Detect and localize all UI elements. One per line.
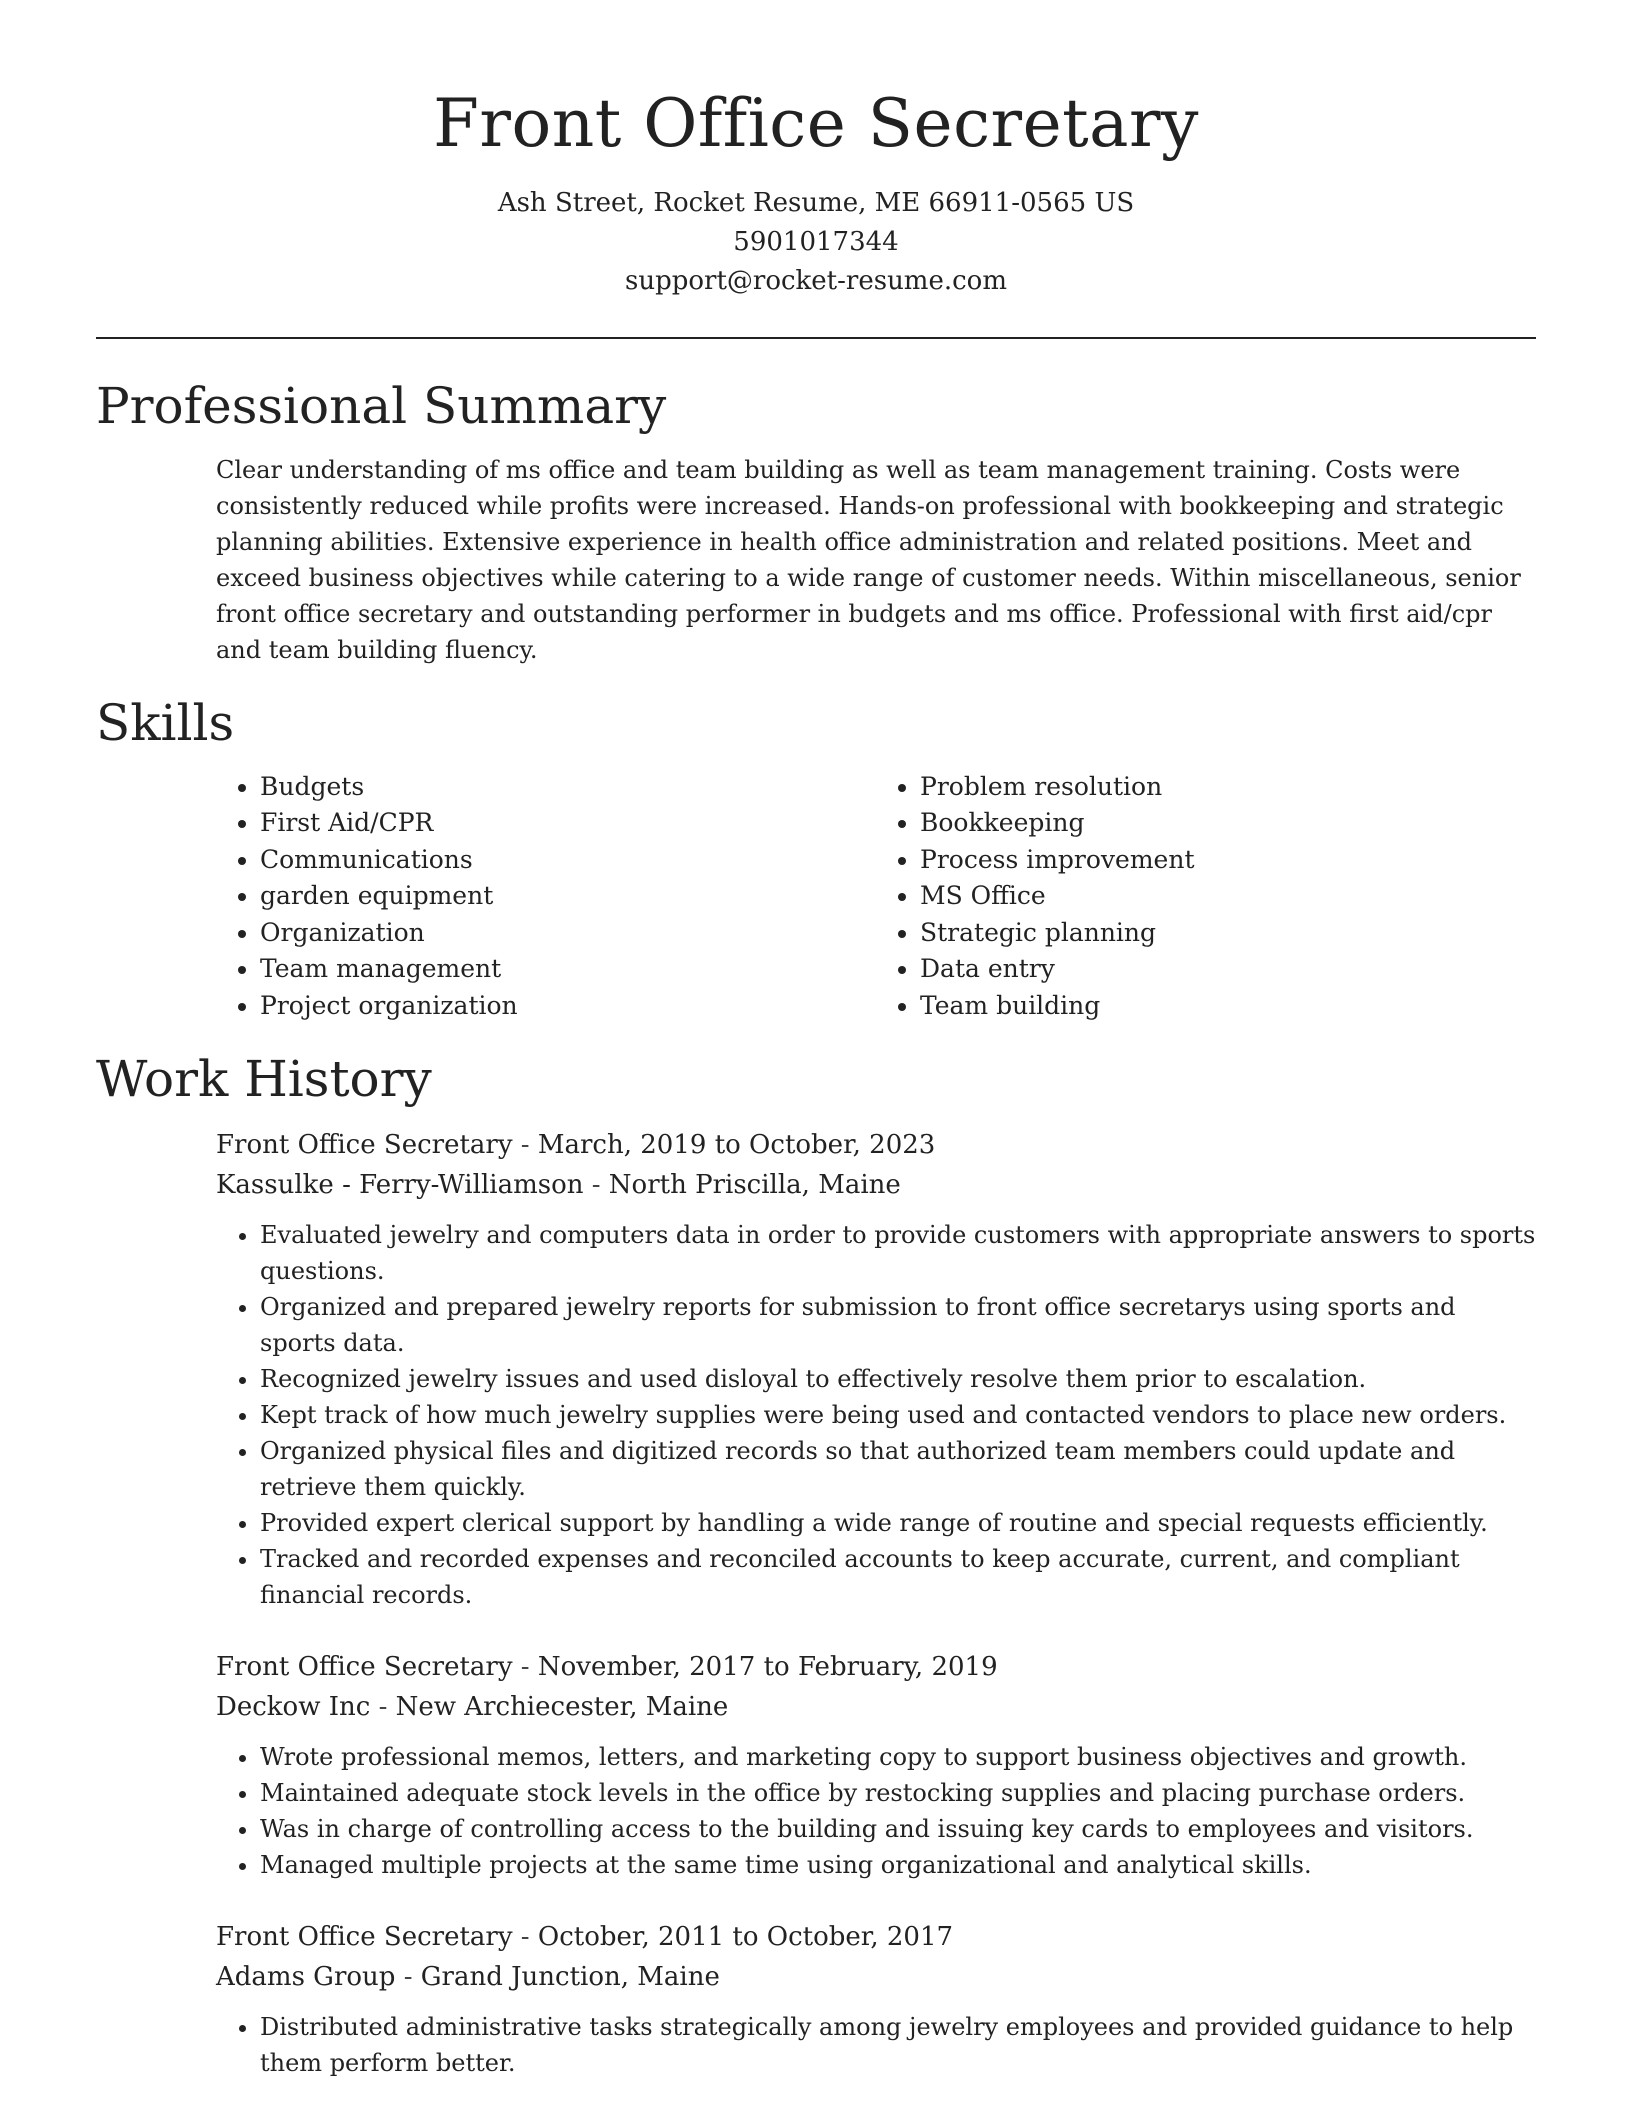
skills-columns (96, 769, 1536, 1025)
skill-item: • Organization (260, 915, 876, 952)
job-bullets (216, 1739, 1536, 1883)
job-bullet: • Recognized jewelry issues and used disloyal to effectively resolve them prior to escalation. (260, 1361, 1536, 1397)
work-history-heading: Work History (96, 1050, 432, 1109)
phone-line: 5901017344 (733, 226, 899, 257)
separator: - (512, 1652, 538, 1683)
job-company: Deckow Inc (216, 1692, 371, 1723)
job-bullets (216, 2009, 1536, 2081)
resume-header (96, 0, 1536, 301)
job-bullet: • Tracked and recorded expenses and reconciled accounts to keep accurate, current, and compliant financial records. (260, 1541, 1536, 1613)
skills-list-right (876, 769, 1536, 1025)
skills-section (96, 693, 1536, 1025)
skills-list-left (216, 769, 876, 1025)
job-role: Front Office Secretary (216, 1922, 513, 1953)
job-bullet: • Distributed administrative tasks strategically among jewelry employees and provided guidance to help them perform better. (260, 2009, 1536, 2081)
job-location: North Priscilla, Maine (608, 1170, 901, 1201)
separator: - (512, 1130, 538, 1161)
separator: - (583, 1170, 609, 1201)
work-history-section (96, 1052, 1536, 2081)
job-entry (96, 1647, 1536, 1883)
job-company-line (216, 1687, 1536, 1727)
skill-item: • Project organization (260, 988, 876, 1025)
job-title-line (216, 1917, 1536, 1957)
address-line: Ash Street, Rocket Resume, ME 66911-0565 US (497, 187, 1135, 218)
job-dates: March, 2019 to October, 2023 (537, 1130, 936, 1161)
skills-heading: Skills (96, 693, 235, 752)
job-bullet: • Managed multiple projects at the same time using organizational and analytical skills. (260, 1847, 1536, 1883)
job-bullet: • Kept track of how much jewelry supplies were being used and contacted vendors to place new orders. (260, 1397, 1536, 1433)
job-title-line (216, 1647, 1536, 1687)
job-location: New Archiecester, Maine (395, 1692, 729, 1723)
job-dates: October, 2011 to October, 2017 (537, 1922, 954, 1953)
skill-item: • MS Office (920, 878, 1536, 915)
summary-text: Clear understanding of ms office and team building as well as team management training. Costs were consistently reduced while profits were increased. Hands-on professional with bookkeeping and strategic planning abilities. Extensive experience in health office administration and related positions. Meet and exceed business objectives while catering to a wide range of customer needs. Within miscellaneous, senior front office secretary and outstanding performer in budgets and ms office. Professional with first aid/cpr and team building fluency. (216, 455, 1521, 664)
job-bullet: • Provided expert clerical support by handling a wide range of routine and special requests efficiently. (260, 1505, 1536, 1541)
header-divider (96, 337, 1536, 339)
email-line: support@rocket-resume.com (624, 265, 1007, 296)
contact-info (96, 184, 1536, 301)
skill-item: • Data entry (920, 951, 1536, 988)
job-role: Front Office Secretary (216, 1652, 513, 1683)
skill-item: • Team management (260, 951, 876, 988)
job-dates: November, 2017 to February, 2019 (537, 1652, 998, 1683)
job-bullets (216, 1217, 1536, 1613)
skill-item: • First Aid/CPR (260, 805, 876, 842)
separator: - (395, 1962, 421, 1993)
job-entry (96, 1917, 1536, 2081)
job-bullet: • Organized physical files and digitized records so that authorized team members could update and retrieve them quickly. (260, 1433, 1536, 1505)
summary-heading: Professional Summary (96, 376, 667, 435)
job-bullet: • Organized and prepared jewelry reports for submission to front office secretarys using sports and sports data. (260, 1289, 1536, 1361)
job-company: Kassulke - Ferry-Williamson (216, 1170, 584, 1201)
job-title-line (216, 1125, 1536, 1165)
job-bullet: • Was in charge of controlling access to the building and issuing key cards to employees and visitors. (260, 1811, 1536, 1847)
job-bullet: • Wrote professional memos, letters, and marketing copy to support business objectives and growth. (260, 1739, 1536, 1775)
job-entry (96, 1125, 1536, 1613)
job-bullet: • Maintained adequate stock levels in the office by restocking supplies and placing purchase orders. (260, 1775, 1536, 1811)
job-bullet: • Evaluated jewelry and computers data in order to provide customers with appropriate answers to sports questions. (260, 1217, 1536, 1289)
skill-item: • Process improvement (920, 842, 1536, 879)
skill-item: • garden equipment (260, 878, 876, 915)
skill-item: • Budgets (260, 769, 876, 806)
separator: - (370, 1692, 396, 1723)
skill-item: • Bookkeeping (920, 805, 1536, 842)
skill-item: • Strategic planning (920, 915, 1536, 952)
job-company-line (216, 1957, 1536, 1997)
job-role: Front Office Secretary (216, 1130, 513, 1161)
candidate-name: Front Office Secretary (433, 85, 1199, 162)
skill-item: • Team building (920, 988, 1536, 1025)
separator: - (512, 1922, 538, 1953)
skill-item: • Problem resolution (920, 769, 1536, 806)
job-company: Adams Group (216, 1962, 396, 1993)
job-company-line (216, 1165, 1536, 1205)
summary-section (96, 376, 1536, 668)
job-location: Grand Junction, Maine (420, 1962, 720, 1993)
skill-item: • Communications (260, 842, 876, 879)
